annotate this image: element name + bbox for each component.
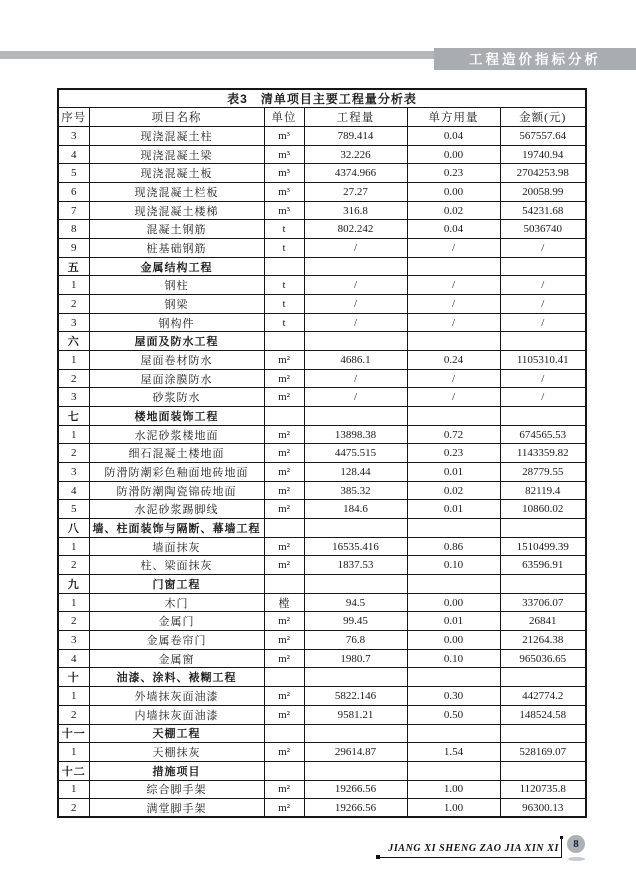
row-qty: 5822.146 (304, 687, 407, 706)
row-per: 0.00 (407, 145, 500, 164)
table-row (58, 463, 586, 482)
col-header-no: 序号 (58, 108, 89, 127)
row-amount: / (500, 313, 586, 332)
row-qty: 385.32 (304, 481, 407, 500)
row-amount: 965036.65 (500, 649, 586, 668)
page-number: 8 (573, 838, 579, 850)
table-row (58, 743, 586, 762)
row-no: 8 (58, 220, 89, 239)
row-no: 3 (58, 388, 89, 407)
row-no: 2 (58, 369, 89, 388)
table-row (58, 201, 586, 220)
header-banner (434, 48, 636, 70)
row-amount: / (500, 388, 586, 407)
table-row (58, 369, 586, 388)
row-name: 金属结构工程 (89, 257, 264, 276)
table-row (58, 537, 586, 556)
row-amount (500, 724, 586, 743)
row-amount (500, 668, 586, 687)
footer-rule-left-dot (376, 855, 380, 859)
row-unit: m² (264, 463, 304, 482)
table-row (58, 500, 586, 519)
row-name: 墙面抹灰 (89, 537, 264, 556)
row-unit (264, 407, 304, 426)
row-name: 金属窗 (89, 649, 264, 668)
row-per: 0.23 (407, 164, 500, 183)
row-amount: 5036740 (500, 220, 586, 239)
section-row (58, 761, 586, 780)
row-per (407, 761, 500, 780)
row-no: 十一 (58, 724, 89, 743)
row-amount: / (500, 239, 586, 258)
row-no: 7 (58, 201, 89, 220)
row-name: 金属卷帘门 (89, 631, 264, 650)
row-no: 五 (58, 257, 89, 276)
page-number-badge (567, 835, 585, 853)
row-amount: 21264.38 (500, 631, 586, 650)
quantity-analysis-table-wrap (57, 88, 585, 818)
row-name: 细石混凝土楼地面 (89, 444, 264, 463)
row-no: 3 (58, 463, 89, 482)
row-per: 0.50 (407, 705, 500, 724)
row-amount (500, 257, 586, 276)
row-amount (500, 332, 586, 351)
table-row (58, 295, 586, 314)
row-amount: 54231.68 (500, 201, 586, 220)
row-qty: 802.242 (304, 220, 407, 239)
row-unit: m² (264, 369, 304, 388)
row-unit: m² (264, 425, 304, 444)
row-name: 砂浆防水 (89, 388, 264, 407)
row-qty: 13898.38 (304, 425, 407, 444)
row-qty: / (304, 313, 407, 332)
table-row (58, 164, 586, 183)
row-name: 内墙抹灰面油漆 (89, 705, 264, 724)
row-unit: m² (264, 612, 304, 631)
row-unit (264, 724, 304, 743)
row-no: 2 (58, 295, 89, 314)
table-title: 表3 清单项目主要工程量分析表 (58, 89, 586, 108)
row-name: 楼地面装饰工程 (89, 407, 264, 426)
row-unit: m² (264, 444, 304, 463)
row-name: 钢柱 (89, 276, 264, 295)
row-unit: m² (264, 631, 304, 650)
section-row (58, 257, 586, 276)
row-amount: 96300.13 (500, 799, 586, 818)
row-per (407, 668, 500, 687)
row-qty: 99.45 (304, 612, 407, 631)
table-row (58, 276, 586, 295)
row-unit: m² (264, 351, 304, 370)
row-name: 屋面涂膜防水 (89, 369, 264, 388)
row-name: 现浇混凝土楼梯 (89, 201, 264, 220)
row-unit: m² (264, 388, 304, 407)
table-row (58, 444, 586, 463)
table-row (58, 481, 586, 500)
row-name: 油漆、涂料、裱糊工程 (89, 668, 264, 687)
table-body (58, 89, 586, 817)
table-row (58, 425, 586, 444)
row-per: 0.24 (407, 351, 500, 370)
row-qty: / (304, 369, 407, 388)
row-no: 1 (58, 276, 89, 295)
row-no: 1 (58, 743, 89, 762)
row-name: 墙、柱面装饰与隔断、幕墙工程 (89, 519, 264, 538)
row-unit: m² (264, 537, 304, 556)
row-qty (304, 575, 407, 594)
row-unit: t (264, 239, 304, 258)
row-qty: 76.8 (304, 631, 407, 650)
row-qty (304, 257, 407, 276)
row-qty: 9581.21 (304, 705, 407, 724)
row-amount: / (500, 276, 586, 295)
row-name: 水泥砂浆踢脚线 (89, 500, 264, 519)
table-row (58, 799, 586, 818)
row-qty: 19266.56 (304, 780, 407, 799)
header-rule-bar (0, 51, 445, 59)
row-amount: 1105310.41 (500, 351, 586, 370)
row-per: / (407, 276, 500, 295)
table-header-row (58, 108, 586, 127)
row-name: 外墙抹灰面油漆 (89, 687, 264, 706)
row-unit: m² (264, 556, 304, 575)
row-no: 6 (58, 183, 89, 202)
row-qty: 27.27 (304, 183, 407, 202)
row-unit: m² (264, 780, 304, 799)
row-amount: 26841 (500, 612, 586, 631)
row-unit: t (264, 295, 304, 314)
row-no: 9 (58, 239, 89, 258)
row-per (407, 407, 500, 426)
row-per: 0.72 (407, 425, 500, 444)
row-no: 5 (58, 164, 89, 183)
table-row (58, 351, 586, 370)
table-row (58, 631, 586, 650)
row-unit: m³ (264, 127, 304, 146)
row-per: / (407, 369, 500, 388)
row-per: 0.01 (407, 500, 500, 519)
row-per: 0.04 (407, 220, 500, 239)
row-amount: 28779.55 (500, 463, 586, 482)
row-no: 4 (58, 481, 89, 500)
section-row (58, 407, 586, 426)
row-unit: m³ (264, 201, 304, 220)
row-amount: 10860.02 (500, 500, 586, 519)
row-per: 0.04 (407, 127, 500, 146)
row-no: 1 (58, 687, 89, 706)
row-unit: m² (264, 649, 304, 668)
row-unit (264, 332, 304, 351)
row-qty (304, 519, 407, 538)
row-unit: m³ (264, 145, 304, 164)
table-row (58, 593, 586, 612)
table-row (58, 705, 586, 724)
table-row (58, 220, 586, 239)
row-qty: / (304, 239, 407, 258)
header-banner-label: 工程造价指标分析 (469, 52, 601, 67)
row-qty: 16535.416 (304, 537, 407, 556)
section-row (58, 575, 586, 594)
row-per: 1.00 (407, 799, 500, 818)
row-amount: 567557.64 (500, 127, 586, 146)
row-per (407, 257, 500, 276)
col-header-unit: 单位 (264, 108, 304, 127)
row-name: 满堂脚手架 (89, 799, 264, 818)
row-name: 柱、梁面抹灰 (89, 556, 264, 575)
row-no: 5 (58, 500, 89, 519)
row-qty: 4686.1 (304, 351, 407, 370)
table-row (58, 556, 586, 575)
row-per (407, 724, 500, 743)
row-unit (264, 257, 304, 276)
table-row (58, 145, 586, 164)
footer-rule-tick-dot (560, 836, 563, 839)
row-per: 1.54 (407, 743, 500, 762)
row-qty: 184.6 (304, 500, 407, 519)
row-no: 2 (58, 444, 89, 463)
row-unit (264, 575, 304, 594)
row-amount (500, 407, 586, 426)
row-qty: / (304, 276, 407, 295)
section-row (58, 332, 586, 351)
row-per: 0.01 (407, 463, 500, 482)
row-unit: m² (264, 481, 304, 500)
row-amount: 19740.94 (500, 145, 586, 164)
row-no: 2 (58, 612, 89, 631)
row-per: 0.00 (407, 631, 500, 650)
row-qty (304, 724, 407, 743)
row-qty: / (304, 295, 407, 314)
row-name: 天棚工程 (89, 724, 264, 743)
row-name: 现浇混凝土板 (89, 164, 264, 183)
row-no: 1 (58, 593, 89, 612)
table-title-row (58, 89, 586, 108)
row-no: 1 (58, 780, 89, 799)
table-row (58, 612, 586, 631)
row-per (407, 575, 500, 594)
row-qty (304, 407, 407, 426)
row-per (407, 519, 500, 538)
row-qty: 29614.87 (304, 743, 407, 762)
row-amount (500, 761, 586, 780)
row-qty: 316.8 (304, 201, 407, 220)
row-qty: 4475.515 (304, 444, 407, 463)
row-per: 0.23 (407, 444, 500, 463)
row-amount (500, 519, 586, 538)
row-per: 0.01 (407, 612, 500, 631)
footer-rule-line (380, 857, 562, 858)
row-name: 现浇混凝土栏板 (89, 183, 264, 202)
col-header-amount: 金额(元) (500, 108, 586, 127)
row-name: 防滑防潮彩色釉面地砖地面 (89, 463, 264, 482)
row-amount: 20058.99 (500, 183, 586, 202)
row-no: 十 (58, 668, 89, 687)
row-amount: 1510499.39 (500, 537, 586, 556)
table-row (58, 780, 586, 799)
section-row (58, 668, 586, 687)
row-amount: 442774.2 (500, 687, 586, 706)
row-unit (264, 519, 304, 538)
row-no: 4 (58, 145, 89, 164)
col-header-per: 单方用量 (407, 108, 500, 127)
row-per: 0.00 (407, 183, 500, 202)
row-no: 十二 (58, 761, 89, 780)
row-per: 0.10 (407, 556, 500, 575)
row-qty: 128.44 (304, 463, 407, 482)
row-unit: m³ (264, 183, 304, 202)
row-name: 混凝土钢筋 (89, 220, 264, 239)
row-amount: 82119.4 (500, 481, 586, 500)
row-per: 1.00 (407, 780, 500, 799)
row-amount: 1120735.8 (500, 780, 586, 799)
row-per: 0.10 (407, 649, 500, 668)
row-per: 0.86 (407, 537, 500, 556)
row-name: 天棚抹灰 (89, 743, 264, 762)
table-row (58, 239, 586, 258)
row-qty (304, 761, 407, 780)
row-qty: 32.226 (304, 145, 407, 164)
row-unit: m² (264, 799, 304, 818)
table-row (58, 687, 586, 706)
quantity-analysis-table (57, 88, 587, 818)
row-qty (304, 668, 407, 687)
row-no: 1 (58, 351, 89, 370)
row-no: 2 (58, 556, 89, 575)
row-name: 钢构件 (89, 313, 264, 332)
section-row (58, 519, 586, 538)
col-header-name: 项目名称 (89, 108, 264, 127)
row-per: / (407, 313, 500, 332)
row-qty: 4374.966 (304, 164, 407, 183)
row-no: 九 (58, 575, 89, 594)
table-row (58, 649, 586, 668)
row-amount: 33706.07 (500, 593, 586, 612)
footer-rule-tick (561, 839, 562, 858)
row-name: 水泥砂浆楼地面 (89, 425, 264, 444)
row-amount: / (500, 295, 586, 314)
row-no: 3 (58, 631, 89, 650)
col-header-qty: 工程量 (304, 108, 407, 127)
row-name: 屋面卷材防水 (89, 351, 264, 370)
row-no: 1 (58, 425, 89, 444)
row-no: 3 (58, 127, 89, 146)
row-name: 金属门 (89, 612, 264, 631)
row-unit: t (264, 276, 304, 295)
row-per: 0.02 (407, 201, 500, 220)
row-qty: 1837.53 (304, 556, 407, 575)
table-row (58, 313, 586, 332)
row-name: 现浇混凝土柱 (89, 127, 264, 146)
row-name: 防滑防潮陶瓷锦砖地面 (89, 481, 264, 500)
row-name: 现浇混凝土梁 (89, 145, 264, 164)
row-amount: 1143359.82 (500, 444, 586, 463)
row-name: 木门 (89, 593, 264, 612)
page-number-badge-shadow (568, 857, 585, 861)
row-amount: 63596.91 (500, 556, 586, 575)
row-amount: 528169.07 (500, 743, 586, 762)
section-row (58, 724, 586, 743)
row-amount: / (500, 369, 586, 388)
row-qty: 94.5 (304, 593, 407, 612)
row-per: 0.30 (407, 687, 500, 706)
row-amount: 674565.53 (500, 425, 586, 444)
row-unit (264, 761, 304, 780)
row-unit: m² (264, 687, 304, 706)
row-unit: t (264, 220, 304, 239)
row-unit: t (264, 313, 304, 332)
row-no: 4 (58, 649, 89, 668)
row-unit: m² (264, 743, 304, 762)
row-qty: 789.414 (304, 127, 407, 146)
row-name: 钢梁 (89, 295, 264, 314)
row-per: / (407, 388, 500, 407)
row-qty: 19266.56 (304, 799, 407, 818)
row-name: 屋面及防水工程 (89, 332, 264, 351)
row-no: 3 (58, 313, 89, 332)
row-no: 六 (58, 332, 89, 351)
row-unit: m² (264, 705, 304, 724)
row-no: 2 (58, 705, 89, 724)
row-unit: m² (264, 500, 304, 519)
row-per: / (407, 239, 500, 258)
row-name: 门窗工程 (89, 575, 264, 594)
row-qty: 1980.7 (304, 649, 407, 668)
row-no: 1 (58, 537, 89, 556)
table-row (58, 183, 586, 202)
row-per (407, 332, 500, 351)
table-row (58, 388, 586, 407)
row-unit: m³ (264, 164, 304, 183)
row-qty (304, 332, 407, 351)
footer-journal-name: JIANG XI SHENG ZAO JIA XIN XI (388, 843, 559, 854)
row-amount (500, 575, 586, 594)
row-unit: 樘 (264, 593, 304, 612)
row-name: 综合脚手架 (89, 780, 264, 799)
table-row (58, 127, 586, 146)
row-no: 2 (58, 799, 89, 818)
row-name: 桩基础钢筋 (89, 239, 264, 258)
row-no: 七 (58, 407, 89, 426)
row-per: 0.00 (407, 593, 500, 612)
row-per: / (407, 295, 500, 314)
row-per: 0.02 (407, 481, 500, 500)
row-qty: / (304, 388, 407, 407)
row-name: 措施项目 (89, 761, 264, 780)
row-unit (264, 668, 304, 687)
row-amount: 148524.58 (500, 705, 586, 724)
row-amount: 2704253.98 (500, 164, 586, 183)
row-no: 八 (58, 519, 89, 538)
